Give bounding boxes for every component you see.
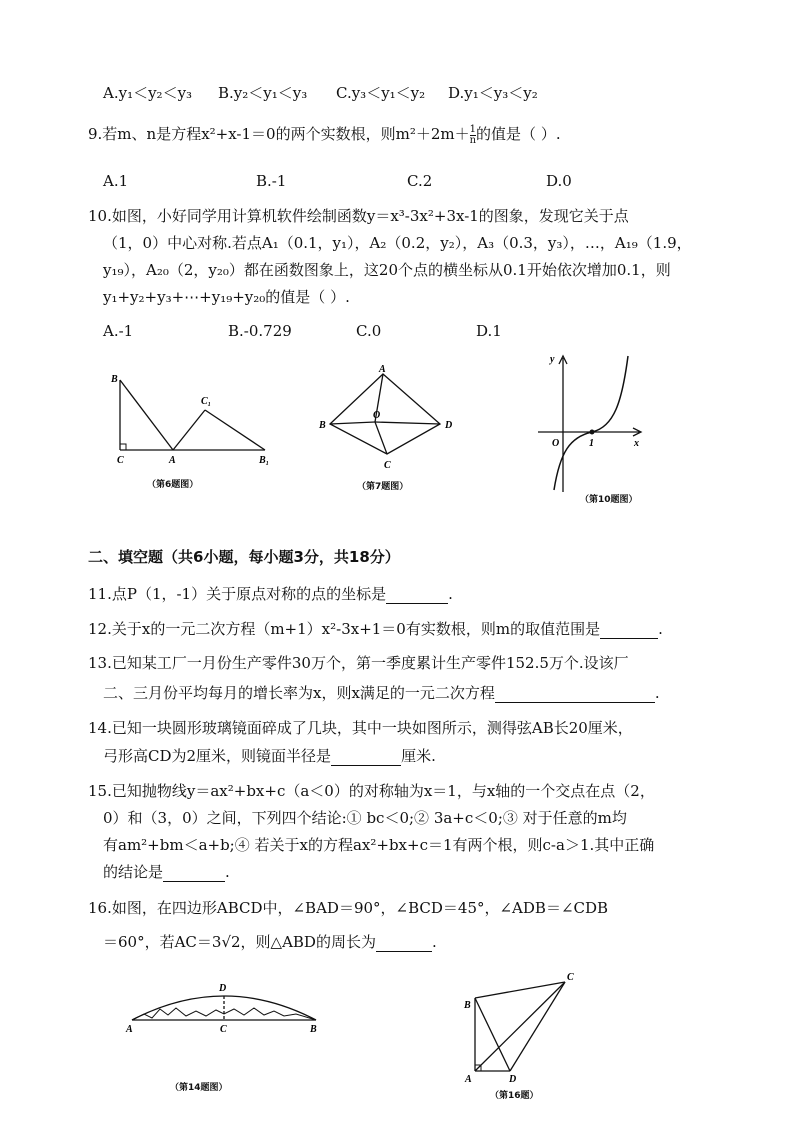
fig10-label-x: x [634, 438, 639, 449]
fig10-caption: （第10题图） [580, 495, 638, 505]
section-2-title: 二、填空题（共6小题，每小题3分，共18分） [88, 548, 400, 566]
q11 [88, 584, 453, 604]
fig14-label-b: B [310, 1024, 317, 1035]
fig16-caption: （第16题） [490, 1091, 539, 1101]
fig7-label-a: A [379, 364, 386, 375]
fig10-label-o: O [552, 438, 560, 449]
q11-text: 11.点P（1，-1）关于原点对称的点的坐标是 [88, 585, 387, 603]
fig7-seg-do [375, 422, 440, 424]
fig14-caption: （第14题图） [170, 1083, 228, 1093]
fig7-quadrilateral [330, 374, 440, 454]
q10-line-4: y₁+y₂+y₃+⋯+y₁₉+y₂₀的值是（ ）. [103, 288, 350, 306]
fig6-seg-ac1 [173, 410, 205, 450]
q10-line-2: （1，0）中心对称.若点A₁（0.1，y₁），A₂（0.2，y₂），A₃（0.3，y₃），…，A₁₉（1.9， [103, 234, 692, 252]
figure-14 [120, 978, 330, 1038]
q12 [88, 619, 663, 639]
fig6-label-a: A [169, 455, 176, 466]
q10-option-d: D.1 [476, 322, 502, 340]
fig10-label-y: y [550, 354, 555, 365]
fig6-label-b: B [111, 374, 118, 385]
q13-end: . [654, 684, 660, 702]
figure-6 [105, 368, 280, 468]
q9-stem [88, 124, 561, 146]
q8-option-a: A.y₁＜y₂＜y₃ [103, 84, 193, 102]
q14-answer-blank[interactable] [331, 749, 401, 766]
q16-line-1: 16.如图，在四边形ABCD中，∠BAD＝90°，∠BCD＝45°，∠ADB＝∠CDB [88, 899, 609, 917]
q10-option-a: A.-1 [103, 322, 134, 340]
fig7-caption: （第7题图） [357, 482, 409, 492]
q14-line-2 [103, 746, 436, 766]
fig16-label-d: D [509, 1074, 517, 1085]
fig14-label-c: C [220, 1024, 227, 1035]
fig10-label-1: 1 [589, 438, 594, 449]
fig10-point-1-0 [590, 430, 595, 435]
fig6-label-c1: C₁ [201, 396, 212, 407]
figure-10 [530, 352, 650, 492]
q9-option-c: C.2 [407, 172, 433, 190]
fig16-label-c: C [567, 972, 574, 983]
q16-answer-blank[interactable] [376, 935, 432, 952]
q8-option-d: D.y₁＜y₃＜y₂ [448, 84, 538, 102]
fig16-seg-cd [510, 982, 565, 1071]
q9-frac-num: 1 [469, 123, 476, 135]
fig6-label-c: C [117, 455, 124, 466]
q12-answer-blank[interactable] [600, 622, 658, 639]
fig6-right-angle-mark [120, 444, 126, 450]
q15-answer-blank[interactable] [163, 865, 225, 882]
fig16-label-a: A [465, 1074, 472, 1085]
q12-text: 12.关于x的一元二次方程（m+1）x²-3x+1＝0有实数根，则m的取值范围是 [88, 620, 601, 638]
q14-text: 弓形高CD为2厘米，则镜面半径是 [103, 747, 332, 765]
q14-line-1: 14.已知一块圆形玻璃镜面碎成了几块，其中一块如图所示，测得弦AB长20厘米， [88, 719, 633, 737]
q9-frac-den: n [469, 134, 477, 146]
q14-unit: 厘米. [401, 747, 436, 765]
fig14-label-d: D [219, 983, 227, 994]
q8-option-c: C.y₃＜y₁＜y₂ [336, 84, 426, 102]
q10-line-3: y₁₉），A₂₀（2，y₂₀）都在函数图象上，这20个点的横坐标从0.1开始依次增加0.1，则 [103, 261, 671, 279]
q11-answer-blank[interactable] [386, 587, 448, 604]
fig6-label-b1: B₁ [259, 455, 270, 466]
fig16-label-b: B [464, 1000, 471, 1011]
q9-text-b: 的值是（ ）. [476, 125, 561, 143]
fig7-label-b: B [319, 420, 326, 431]
q13-text: 二、三月份平均每月的增长率为x，则x满足的一元二次方程 [103, 684, 495, 702]
q9-option-b: B.-1 [256, 172, 287, 190]
figure-7 [315, 362, 460, 474]
q15-text: 的结论是 [103, 863, 164, 881]
q13-answer-blank[interactable] [495, 686, 655, 703]
q9-option-d: D.0 [546, 172, 572, 190]
q8-option-b: B.y₂＜y₁＜y₃ [218, 84, 308, 102]
q16-line-2 [103, 932, 437, 952]
fig6-seg-ba [120, 380, 173, 450]
q15-line-4 [103, 862, 230, 882]
q13-line-2 [103, 683, 660, 703]
fig10-cubic-curve [554, 356, 628, 490]
q9-option-a: A.1 [103, 172, 129, 190]
q15-line-2: 0）和（3，0）之间，下列四个结论:① bc＜0;② 3a+c＜0;③ 对于任意的m均 [103, 809, 627, 827]
fig7-label-c: C [384, 460, 391, 471]
q16-end: . [431, 933, 437, 951]
fig7-label-o: O [373, 410, 381, 421]
q9-text-a: 9.若m、n是方程x²+x-1＝0的两个实数根，则m²＋2m＋ [88, 125, 470, 143]
q11-end: . [448, 585, 453, 603]
q15-line-1: 15.已知抛物线y＝ax²+bx+c（a＜0）的对称轴为x＝1，与x轴的一个交点在点（2， [88, 782, 655, 800]
figure-16 [455, 968, 585, 1088]
fig6-caption: （第6题图） [147, 480, 199, 490]
fig7-label-d: D [445, 420, 453, 431]
fig14-label-a: A [126, 1024, 133, 1035]
q10-line-1: 10.如图，小好同学用计算机软件绘制函数y＝x³-3x²+3x-1的图象，发现它关于点 [88, 207, 629, 225]
q12-end: . [658, 620, 663, 638]
fig7-seg-bo [330, 422, 375, 424]
q16-text: ＝60°，若AC＝3√2，则△ABD的周长为 [103, 933, 376, 951]
fig6-seg-c1b1 [205, 410, 265, 450]
q15-line-3: 有am²+bm＜a+b;④ 若关于x的方程ax²+bx+c＝1有两个根，则c-a＞1.其中正确 [103, 836, 655, 854]
q10-option-c: C.0 [356, 322, 382, 340]
q10-option-b: B.-0.729 [228, 322, 292, 340]
q15-end: . [225, 863, 230, 881]
q13-line-1: 13.已知某工厂一月份生产零件30万个，第一季度累计生产零件152.5万个.设该厂 [88, 654, 629, 672]
fig16-seg-bd [475, 998, 510, 1071]
